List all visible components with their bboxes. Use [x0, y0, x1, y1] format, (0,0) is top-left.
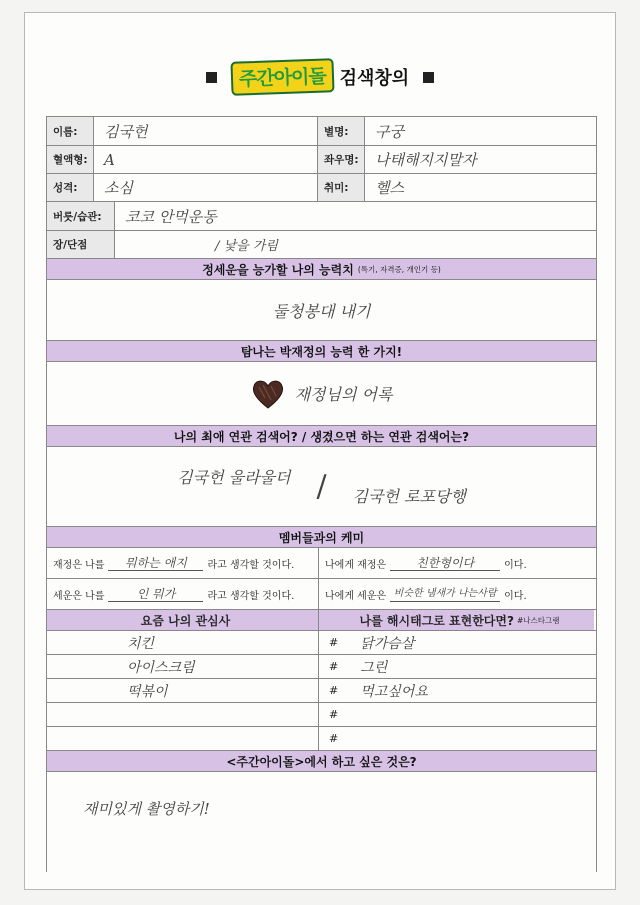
search-answer-divider: / — [316, 469, 327, 504]
hash-symbol: # — [329, 732, 339, 745]
hashtags-heading-text: 나를 해시태그로 표현한다면? — [359, 613, 514, 628]
interest-item[interactable]: 아이스크림 — [47, 655, 319, 678]
hash-symbol: # — [329, 684, 339, 697]
row-personality — [47, 174, 596, 202]
row-blood — [47, 146, 596, 174]
hashtag-item[interactable] — [319, 631, 594, 654]
motto-value[interactable]: 나태해지지말자 — [375, 151, 477, 169]
name-value[interactable]: 김국헌 — [94, 117, 318, 145]
covet-heading: 탐나는 박재정의 능력 한 가지! — [47, 341, 596, 362]
ability-heading — [47, 259, 596, 280]
interest-row-5 — [47, 727, 596, 751]
hashtags-heading-note: #나스타그램 — [516, 615, 560, 625]
habit-value[interactable]: 코코 안먹운동 — [125, 207, 217, 226]
chem-1-left-prefix: 재정은 나를 — [53, 559, 105, 571]
hashtag-item[interactable] — [319, 679, 594, 702]
chemistry-jaejung-right — [319, 548, 594, 578]
hobby-label: 취미: — [318, 174, 365, 201]
wish-answer[interactable]: 재미있게 촬영하기! — [83, 800, 210, 818]
ability-heading-note: (특기, 자격증, 개인기 등) — [357, 264, 441, 274]
chem-1-right-prefix: 나에게 재정은 — [325, 559, 387, 571]
interest-row-4 — [47, 703, 596, 727]
hobby-value[interactable]: 헬스 — [375, 179, 404, 197]
profile-form — [46, 116, 597, 872]
row-habit — [47, 202, 596, 231]
square-bullet-icon — [423, 72, 434, 83]
chem-2-right-blank[interactable]: 비슷한 냄새가 나는사람 — [390, 587, 500, 602]
interest-item[interactable] — [47, 727, 319, 750]
interest-hashtag-heading-row — [47, 610, 596, 631]
interests-heading: 요즘 나의 관심사 — [47, 610, 319, 630]
show-logo: 주간아이돌 — [230, 58, 334, 96]
page-title: 검색창의 — [339, 68, 410, 89]
interest-row-3 — [47, 679, 596, 703]
chem-2-left-blank[interactable]: 인 뭐가 — [108, 587, 203, 602]
habit-label: 버릇/습관: — [47, 202, 115, 230]
hashtag-value: 그린 — [360, 659, 388, 676]
blood-value[interactable]: A — [94, 146, 318, 173]
chem-2-left-prefix: 세운은 나를 — [53, 590, 105, 602]
square-bullet-icon — [206, 72, 217, 83]
hash-symbol: # — [329, 660, 339, 673]
nickname-value[interactable]: 구궁 — [375, 122, 404, 141]
blood-label: 혈액형: — [47, 146, 94, 173]
interest-item[interactable] — [47, 703, 319, 726]
name-label: 이름: — [47, 117, 94, 145]
search-answer-row[interactable] — [47, 447, 596, 527]
interest-row-2 — [47, 655, 596, 679]
row-name — [47, 117, 596, 146]
strength-label: 장/단점 — [47, 231, 115, 258]
chemistry-row-1 — [47, 548, 596, 579]
hashtag-item[interactable] — [319, 727, 594, 750]
personality-value[interactable]: 소심 — [94, 174, 318, 201]
covet-answer-row[interactable] — [47, 362, 596, 426]
title-row — [0, 62, 640, 92]
hashtag-item[interactable] — [319, 655, 594, 678]
hashtags-heading — [319, 610, 594, 630]
interest-item[interactable]: 치킨 — [47, 631, 319, 654]
interest-item[interactable]: 떡볶이 — [47, 679, 319, 702]
chemistry-jaejung-left — [47, 548, 319, 578]
nickname-label: 별명: — [318, 117, 365, 145]
interest-row-1 — [47, 631, 596, 655]
search-heading: 나의 최애 연관 검색어? / 생겼으면 하는 연관 검색어는? — [47, 426, 596, 447]
chemistry-row-2 — [47, 579, 596, 610]
search-answer-left: 김국헌 울라울더 — [177, 468, 291, 487]
chemistry-sewoon-right — [319, 579, 594, 609]
hashtag-value: 닭가슴살 — [360, 635, 415, 652]
ability-heading-text: 정세운을 능가할 나의 능력치 — [202, 262, 354, 277]
chemistry-heading: 멤버들과의 케미 — [47, 527, 596, 548]
chem-1-right-blank[interactable]: 친한형이다 — [390, 556, 500, 571]
wish-heading: <주간아이돌>에서 하고 싶은 것은? — [47, 751, 596, 772]
hashtag-item[interactable] — [319, 703, 594, 726]
heart-icon — [251, 378, 285, 410]
motto-label: 좌우명: — [318, 146, 365, 173]
chem-2-right-suffix: 이다. — [504, 590, 527, 602]
ability-answer[interactable]: 둘청봉대 내기 — [47, 280, 596, 341]
chem-2-right-prefix: 나에게 세운은 — [325, 590, 387, 602]
hashtag-value: 먹고싶어요 — [360, 683, 428, 700]
search-answer-right: 김국헌 로포당행 — [352, 487, 466, 506]
hash-symbol: # — [329, 636, 339, 649]
personality-label: 성격: — [47, 174, 94, 201]
chem-1-left-blank[interactable]: 뭐하는 애지 — [108, 556, 203, 571]
row-strength — [47, 231, 596, 259]
chem-1-right-suffix: 이다. — [504, 559, 527, 571]
strength-value[interactable]: / 낯을 가림 — [215, 239, 278, 254]
hash-symbol: # — [329, 708, 339, 721]
covet-answer-text: 재정님의 어록 — [294, 385, 393, 404]
chem-2-left-suffix: 라고 생각할 것이다. — [207, 590, 295, 602]
chemistry-sewoon-left — [47, 579, 319, 609]
chem-1-left-suffix: 라고 생각할 것이다. — [207, 559, 295, 571]
